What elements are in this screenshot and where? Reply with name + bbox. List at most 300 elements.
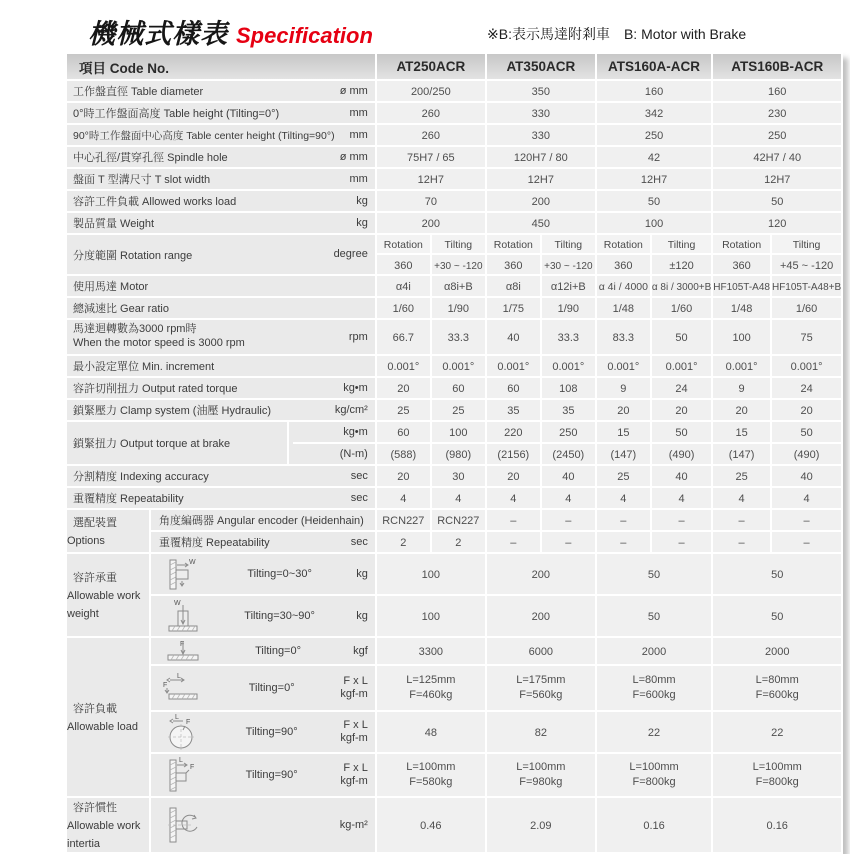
row-label-flex bbox=[67, 422, 289, 464]
row-label bbox=[67, 356, 375, 376]
value-cell bbox=[597, 444, 650, 464]
value-text: – bbox=[738, 537, 745, 549]
row-label-flex bbox=[67, 358, 375, 374]
unit-label: ø mm bbox=[339, 84, 368, 97]
value-cell bbox=[772, 298, 841, 318]
value-cell bbox=[713, 378, 770, 398]
row-label bbox=[67, 276, 375, 296]
value-cell bbox=[652, 356, 711, 376]
value-text: 50 bbox=[771, 569, 784, 581]
value-cell bbox=[487, 532, 540, 552]
value-cell bbox=[597, 510, 650, 530]
value-cell bbox=[597, 235, 650, 253]
value-cell bbox=[377, 147, 485, 167]
value-text: 42 bbox=[647, 152, 661, 164]
value-cell bbox=[713, 298, 770, 318]
value-text: 342 bbox=[644, 108, 664, 120]
value-text: 40 bbox=[507, 332, 520, 344]
value-cell bbox=[597, 191, 711, 211]
value-cell bbox=[487, 147, 595, 167]
table-row bbox=[67, 638, 841, 664]
icon-row-label bbox=[151, 554, 375, 594]
value-cell bbox=[432, 510, 485, 530]
table-row bbox=[67, 666, 841, 710]
value-cell bbox=[652, 320, 711, 354]
value-text: α4i bbox=[395, 281, 411, 293]
value-cell bbox=[713, 103, 841, 123]
row-label-text: 分割精度 Indexing accuracy bbox=[73, 471, 209, 483]
value-text: 20 bbox=[507, 471, 520, 483]
value-cell bbox=[713, 510, 770, 530]
value-text: 70 bbox=[424, 196, 437, 208]
value-text: 100 bbox=[732, 332, 751, 344]
row-label-lines bbox=[73, 323, 245, 351]
value-cell bbox=[597, 798, 711, 852]
brake-note bbox=[487, 24, 746, 44]
item-code-header: 項目 Code No. bbox=[67, 54, 375, 79]
table-header-row bbox=[67, 54, 841, 79]
value-text: 100 bbox=[644, 218, 664, 230]
value-cell bbox=[772, 466, 841, 486]
value-cell bbox=[652, 444, 711, 464]
value-cell bbox=[377, 712, 485, 752]
value-cell bbox=[542, 510, 595, 530]
value-text: – bbox=[678, 515, 685, 527]
row-label-flex bbox=[67, 402, 375, 418]
unit-label: rpm bbox=[348, 330, 368, 343]
unit-label: kg bbox=[356, 609, 368, 622]
value-text: 15 bbox=[735, 427, 748, 439]
group-label-text: 容許承重 Allowable work weight bbox=[67, 572, 141, 620]
value-text: 220 bbox=[504, 427, 523, 439]
faceplate-force-length-icon bbox=[161, 712, 207, 752]
row-label-flex bbox=[67, 247, 375, 263]
value-cell bbox=[377, 320, 430, 354]
value-cell bbox=[713, 276, 770, 296]
value-text: 35 bbox=[507, 405, 520, 417]
value-cell bbox=[487, 320, 540, 354]
row-label bbox=[67, 103, 375, 123]
table-row bbox=[67, 169, 841, 189]
value-cell bbox=[713, 81, 841, 101]
value-text: 230 bbox=[768, 108, 787, 120]
tilting-label: Tilting=30~90° bbox=[244, 610, 315, 622]
row-label-text: 分度範圍 Rotation range bbox=[73, 249, 193, 262]
value-text: 200 bbox=[531, 569, 550, 581]
icon-row-flex bbox=[151, 556, 375, 592]
table-force-down-icon bbox=[161, 638, 207, 664]
value-text: L=175mm F=560kg bbox=[516, 674, 566, 701]
value-text: 360 bbox=[504, 259, 523, 272]
value-text: (588) bbox=[390, 449, 417, 461]
value-text: 1/90 bbox=[557, 303, 580, 315]
value-text: 22 bbox=[771, 727, 784, 739]
value-cell bbox=[377, 125, 485, 145]
row-label bbox=[67, 81, 375, 101]
value-cell bbox=[377, 798, 485, 852]
value-text: Tilting bbox=[444, 239, 473, 251]
inertia-rotation-icon bbox=[161, 805, 207, 845]
value-text: – bbox=[620, 537, 627, 549]
value-cell bbox=[772, 356, 841, 376]
table-row bbox=[67, 712, 841, 752]
split-grid bbox=[67, 422, 375, 464]
row-label-flex bbox=[67, 149, 375, 165]
value-text: 0.001° bbox=[387, 361, 420, 373]
value-text: 83.3 bbox=[612, 332, 635, 344]
value-text: 4 bbox=[510, 493, 517, 505]
value-cell bbox=[487, 255, 540, 274]
model-header-ats160a-acr: ATS160A-ACR bbox=[597, 54, 711, 79]
value-text: HF105T-A48+B bbox=[771, 282, 842, 293]
unit-label: sec bbox=[350, 535, 368, 548]
value-text: (980) bbox=[445, 449, 472, 461]
value-text: 1/60 bbox=[670, 303, 693, 315]
value-cell bbox=[713, 444, 770, 464]
value-text: 9 bbox=[738, 383, 745, 395]
value-text: 50 bbox=[675, 332, 688, 344]
row-label-text: 最小設定單位 Min. increment bbox=[73, 361, 215, 373]
value-text: 20 bbox=[675, 405, 688, 417]
row-label-text: 使用馬達 Motor bbox=[73, 281, 149, 293]
value-cell bbox=[597, 712, 711, 752]
value-cell bbox=[772, 276, 841, 296]
tilting-label: Tilting=90° bbox=[245, 769, 298, 781]
value-text: 0.001° bbox=[665, 361, 698, 373]
value-cell bbox=[652, 466, 711, 486]
value-text: (147) bbox=[610, 449, 637, 461]
value-cell bbox=[772, 444, 841, 464]
value-cell bbox=[377, 510, 430, 530]
value-cell bbox=[652, 298, 711, 318]
value-text: 360 bbox=[394, 259, 413, 272]
icon-row-flex bbox=[151, 638, 375, 664]
value-text: 200 bbox=[531, 196, 550, 208]
value-cell bbox=[487, 191, 595, 211]
value-text: 20 bbox=[735, 405, 748, 417]
value-text: 4 bbox=[565, 493, 572, 505]
value-text: 50 bbox=[647, 196, 661, 208]
row-label bbox=[67, 378, 375, 398]
value-cell bbox=[487, 666, 595, 710]
value-cell bbox=[597, 213, 711, 233]
value-text: 50 bbox=[647, 611, 661, 623]
value-cell bbox=[542, 298, 595, 318]
value-text: 108 bbox=[559, 383, 578, 395]
value-cell bbox=[377, 596, 485, 636]
value-cell bbox=[713, 638, 841, 664]
value-cell bbox=[713, 356, 770, 376]
table-row bbox=[67, 103, 841, 123]
sub-row-label-text: 角度編碼器 Angular encoder (Heidenhain) bbox=[159, 515, 364, 527]
group-label-text: 容許負載 Allowable load bbox=[67, 703, 138, 733]
value-text: 24 bbox=[675, 383, 688, 395]
svg-text:L: L bbox=[179, 757, 183, 764]
table-row bbox=[67, 213, 841, 233]
value-text: 360 bbox=[614, 259, 633, 272]
value-text: 120 bbox=[768, 218, 787, 230]
value-text: 2000 bbox=[764, 646, 790, 658]
value-cell bbox=[597, 276, 650, 296]
value-text: 12H7 bbox=[764, 174, 791, 186]
value-text: α12i+B bbox=[550, 281, 586, 293]
value-cell bbox=[713, 532, 770, 552]
table-row bbox=[67, 510, 841, 530]
unit-label: mm bbox=[349, 128, 368, 141]
value-cell bbox=[772, 255, 841, 274]
value-cell bbox=[487, 638, 595, 664]
value-text: 4 bbox=[738, 493, 745, 505]
table-row bbox=[67, 378, 841, 398]
value-cell bbox=[432, 356, 485, 376]
value-cell bbox=[487, 169, 595, 189]
table-row bbox=[67, 798, 841, 852]
value-cell bbox=[377, 422, 430, 442]
page-title-zh: 機械式樣表 bbox=[88, 19, 228, 49]
value-cell bbox=[432, 444, 485, 464]
value-text: (490) bbox=[793, 449, 820, 461]
value-text: +45 ~ -120 bbox=[779, 259, 834, 272]
group-label bbox=[67, 798, 149, 852]
table-row bbox=[67, 466, 841, 486]
value-cell bbox=[487, 466, 540, 486]
value-cell bbox=[377, 466, 430, 486]
value-text: 9 bbox=[620, 383, 627, 395]
value-cell bbox=[597, 81, 711, 101]
value-text: 66.7 bbox=[392, 332, 415, 344]
row-label-text: 鎖緊扭力 Output torque at brake bbox=[73, 438, 231, 450]
table-row bbox=[67, 125, 841, 145]
svg-text:F: F bbox=[180, 641, 185, 648]
value-text: 4 bbox=[803, 493, 810, 505]
value-text: 250 bbox=[768, 130, 787, 142]
value-text: 2 bbox=[400, 537, 407, 549]
value-text: 50 bbox=[647, 569, 661, 581]
table-row bbox=[67, 400, 841, 420]
value-cell bbox=[713, 754, 841, 796]
row-label bbox=[67, 400, 375, 420]
tilting-label: Tilting=90° bbox=[245, 726, 298, 738]
value-text: L=100mm F=580kg bbox=[406, 761, 456, 788]
value-cell bbox=[652, 255, 711, 274]
value-cell bbox=[597, 754, 711, 796]
table-row bbox=[67, 191, 841, 211]
value-cell bbox=[377, 554, 485, 594]
value-text: 20 bbox=[800, 405, 813, 417]
table-row bbox=[67, 320, 841, 354]
value-text: 2.09 bbox=[530, 820, 552, 832]
value-cell bbox=[432, 532, 485, 552]
row-label-text: 0°時工作盤面高度 Table height (Tilting=0°) bbox=[73, 108, 280, 120]
value-text: 0.16 bbox=[766, 820, 788, 832]
value-text: – bbox=[678, 537, 685, 549]
value-cell bbox=[597, 320, 650, 354]
value-text: 0.001° bbox=[497, 361, 530, 373]
value-cell bbox=[772, 422, 841, 442]
value-cell bbox=[597, 466, 650, 486]
value-cell bbox=[542, 378, 595, 398]
group-label bbox=[67, 638, 149, 796]
value-cell bbox=[432, 378, 485, 398]
value-cell bbox=[713, 712, 841, 752]
group-label-text: 選配裝置 Options bbox=[67, 517, 117, 547]
value-text: 100 bbox=[421, 569, 440, 581]
value-text: 260 bbox=[421, 130, 440, 142]
row-label-text: 總減速比 Gear ratio bbox=[73, 303, 169, 315]
value-text: 0.001° bbox=[725, 361, 758, 373]
unit-label: mm bbox=[349, 172, 368, 185]
value-cell bbox=[713, 422, 770, 442]
value-cell bbox=[542, 276, 595, 296]
page-title bbox=[88, 12, 373, 51]
value-text: 15 bbox=[617, 427, 630, 439]
value-cell bbox=[597, 169, 711, 189]
row-label-flex bbox=[67, 171, 375, 187]
value-text: RCN227 bbox=[437, 515, 480, 527]
value-cell bbox=[542, 422, 595, 442]
value-text: 100 bbox=[449, 427, 468, 439]
group-label bbox=[67, 510, 149, 552]
value-cell bbox=[432, 422, 485, 442]
value-text: 25 bbox=[617, 471, 630, 483]
value-text: 1/60 bbox=[795, 303, 818, 315]
unit-label: kg bbox=[356, 567, 368, 580]
value-text: 6000 bbox=[528, 646, 554, 658]
value-cell bbox=[487, 596, 595, 636]
value-text: +30 ~ -120 bbox=[544, 260, 593, 272]
value-cell bbox=[432, 466, 485, 486]
value-cell bbox=[772, 532, 841, 552]
icon-row-label bbox=[151, 754, 375, 796]
value-text: 4 bbox=[620, 493, 627, 505]
value-text: 0.46 bbox=[420, 820, 442, 832]
row-label-flex bbox=[67, 468, 375, 484]
value-text: – bbox=[803, 515, 810, 527]
value-cell bbox=[597, 666, 711, 710]
value-cell bbox=[377, 754, 485, 796]
value-cell bbox=[713, 147, 841, 167]
value-cell bbox=[652, 378, 711, 398]
value-cell bbox=[377, 235, 430, 253]
row-label bbox=[67, 466, 375, 486]
row-label-flex bbox=[67, 380, 375, 396]
row-label-flex bbox=[67, 278, 375, 294]
table-side-weight-icon bbox=[161, 556, 207, 592]
value-text: 330 bbox=[531, 108, 550, 120]
value-cell bbox=[432, 298, 485, 318]
row-label-text: 重覆精度 Repeatability bbox=[73, 493, 184, 505]
value-text: 200 bbox=[421, 218, 440, 230]
value-text: 4 bbox=[400, 493, 407, 505]
value-text: 4 bbox=[455, 493, 462, 505]
value-text: 160 bbox=[644, 86, 664, 98]
unit-label: ø mm bbox=[339, 150, 368, 163]
value-cell bbox=[377, 444, 430, 464]
value-text: RCN227 bbox=[382, 515, 425, 527]
value-text: 20 bbox=[397, 471, 410, 483]
unit-label: kg bbox=[356, 216, 368, 229]
unit-label: F x L kgf-m bbox=[340, 675, 368, 700]
value-text: 1/48 bbox=[730, 303, 753, 315]
value-text: 350 bbox=[531, 86, 550, 98]
value-cell bbox=[597, 255, 650, 274]
row-label bbox=[67, 235, 375, 274]
row-label-flex bbox=[67, 300, 375, 316]
icon-row-flex bbox=[151, 671, 375, 705]
value-cell bbox=[772, 488, 841, 508]
row-label-text: 製品質量 Weight bbox=[73, 218, 155, 230]
value-text: α 4i / 4000 bbox=[598, 281, 648, 293]
row-label bbox=[67, 125, 375, 145]
value-cell bbox=[597, 298, 650, 318]
value-cell bbox=[713, 169, 841, 189]
value-text: 60 bbox=[507, 383, 520, 395]
model-header-ats160b-acr: ATS160B-ACR bbox=[713, 54, 841, 79]
unit-label: (N-m) bbox=[293, 442, 375, 464]
value-cell bbox=[377, 81, 485, 101]
value-text: Rotation bbox=[603, 239, 643, 251]
value-text: 25 bbox=[735, 471, 748, 483]
value-cell bbox=[713, 488, 770, 508]
row-label-flex bbox=[67, 105, 375, 121]
value-cell bbox=[432, 488, 485, 508]
value-cell bbox=[432, 235, 485, 253]
svg-text:W: W bbox=[189, 559, 196, 566]
table-side-force-length-icon bbox=[161, 756, 207, 794]
value-cell bbox=[487, 378, 540, 398]
value-cell bbox=[652, 532, 711, 552]
row-label-text: 容許工件負載 Allowed works load bbox=[73, 196, 237, 208]
table-row bbox=[67, 596, 841, 636]
value-text: 250 bbox=[559, 427, 578, 439]
brake-note-zh: ※B:表示馬達附剎車 bbox=[487, 26, 610, 42]
value-cell bbox=[652, 400, 711, 420]
value-text: (2156) bbox=[497, 449, 530, 461]
value-text: L=100mm F=800kg bbox=[752, 761, 802, 788]
brake-note-en: B: Motor with Brake bbox=[623, 26, 747, 42]
table-row bbox=[67, 235, 841, 253]
table-row bbox=[67, 276, 841, 296]
value-text: L=80mm F=600kg bbox=[755, 674, 799, 701]
value-text: 360 bbox=[732, 259, 751, 272]
unit-label: degree bbox=[333, 248, 368, 261]
unit-label: kg•m bbox=[343, 381, 368, 394]
row-label-text: 容許切削扭力 Output rated torque bbox=[73, 383, 238, 395]
value-cell bbox=[652, 422, 711, 442]
tilting-label: Tilting=0° bbox=[255, 645, 301, 657]
value-text: 12H7 bbox=[417, 174, 444, 186]
value-cell bbox=[713, 255, 770, 274]
value-cell bbox=[487, 356, 540, 376]
value-cell bbox=[542, 400, 595, 420]
value-cell bbox=[432, 400, 485, 420]
value-cell bbox=[652, 276, 711, 296]
value-cell bbox=[597, 554, 711, 594]
row-label-split bbox=[67, 422, 375, 464]
icon-row-label bbox=[151, 638, 375, 664]
value-cell bbox=[713, 554, 841, 594]
unit-label: F x L kgf-m bbox=[340, 719, 368, 744]
value-text: 200/250 bbox=[410, 86, 451, 98]
unit-label: mm bbox=[349, 106, 368, 119]
value-text: 330 bbox=[531, 130, 550, 142]
unit-label: sec bbox=[350, 491, 368, 504]
value-cell bbox=[597, 356, 650, 376]
value-cell bbox=[542, 320, 595, 354]
value-text: 60 bbox=[452, 383, 465, 395]
value-cell bbox=[597, 422, 650, 442]
value-text: 35 bbox=[562, 405, 575, 417]
